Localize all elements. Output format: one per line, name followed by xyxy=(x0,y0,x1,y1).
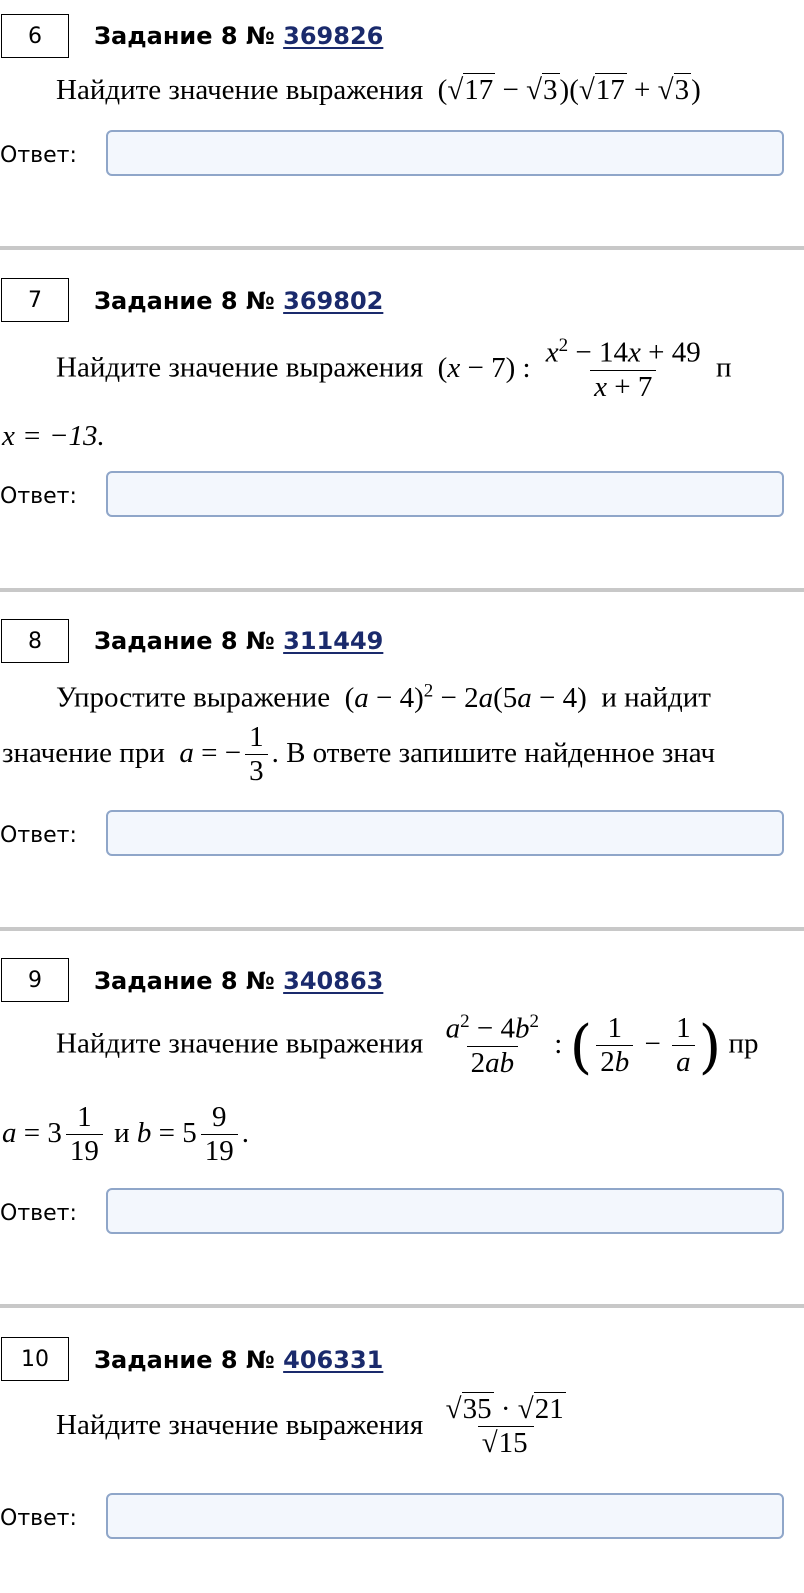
task-header-label: Задание 8 № xyxy=(94,1346,284,1374)
answer-input[interactable] xyxy=(106,1188,784,1234)
task-number-box: 8 xyxy=(1,619,69,663)
task-statement xyxy=(56,1394,574,1460)
task-id-link[interactable]: 340863 xyxy=(283,967,384,995)
expression: $\frac{√35 \cdot √21}{√15}$ xyxy=(445,1393,564,1459)
answer-label: Ответ: xyxy=(0,484,77,509)
task-header-label: Задание 8 № xyxy=(94,22,284,50)
answer-label: Ответ: xyxy=(0,823,77,848)
task-id-link[interactable]: 369826 xyxy=(283,22,384,50)
expression: (x − 7) : $\frac{x^2 - 14x + 49}{x + 7}$ xyxy=(430,335,701,403)
statement-tail: и найдит xyxy=(601,681,711,714)
answer-input[interactable] xyxy=(106,130,784,176)
answer-input[interactable] xyxy=(106,1493,784,1539)
task-header xyxy=(94,287,383,315)
task-number-box: 10 xyxy=(1,1337,69,1381)
task-statement xyxy=(56,336,732,404)
task-header xyxy=(94,22,383,50)
separator xyxy=(0,588,804,592)
answer-input[interactable] xyxy=(106,471,784,517)
task-number-box: 9 xyxy=(1,958,69,1002)
statement-text: Упростите выражение xyxy=(56,681,331,714)
answer-label: Ответ: xyxy=(0,1201,77,1226)
statement-text: Найдите значение выражения xyxy=(56,351,424,384)
expression: $(a - 4)^2 - 2a(5a - 4)$ xyxy=(337,680,595,714)
statement-line2 xyxy=(2,722,715,788)
statement-tail: . В ответе запишите найденное знач xyxy=(271,736,716,769)
expression: (√17 − √3)(√17 + √3) xyxy=(430,74,701,106)
task-header xyxy=(94,967,383,995)
separator xyxy=(0,246,804,250)
statement-and: и xyxy=(114,1116,130,1149)
task-header xyxy=(94,1346,383,1374)
separator xyxy=(0,1304,804,1308)
task-id-link[interactable]: 406331 xyxy=(283,1346,384,1374)
statement-line2: x = −13. xyxy=(2,420,105,452)
statement-text: значение при xyxy=(2,736,165,769)
statement-tail: пр xyxy=(728,1027,759,1060)
expression: a = − $\frac{1}{3}$ xyxy=(172,737,271,769)
statement-line2 xyxy=(2,1102,249,1168)
answer-label: Ответ: xyxy=(0,1506,77,1531)
answer-input[interactable] xyxy=(106,810,784,856)
statement-text: Найдите значение выражения xyxy=(56,1027,424,1060)
task-statement xyxy=(56,1012,759,1080)
statement-text: Найдите значение выражения xyxy=(56,74,424,106)
task-number-box: 7 xyxy=(1,278,69,322)
expression: a = 3 $\frac{1}{19}$ xyxy=(2,1117,107,1149)
statement-text: Найдите значение выражения xyxy=(56,1408,424,1441)
separator xyxy=(0,927,804,931)
task-id-link[interactable]: 311449 xyxy=(283,627,384,655)
task-header-label: Задание 8 № xyxy=(94,967,284,995)
task-statement xyxy=(56,74,701,107)
task-statement xyxy=(56,680,711,715)
task-number-box: 6 xyxy=(1,14,69,58)
expression: $\frac{a^2 - 4b^2}{2ab}$ : ( $\frac{1}{2b}$ − $\frac{1}{a}$ ) xyxy=(445,1011,722,1080)
answer-label: Ответ: xyxy=(0,143,77,168)
task-header xyxy=(94,627,383,655)
expression: b = 5 $\frac{9}{19}$ . xyxy=(136,1101,249,1167)
task-header-label: Задание 8 № xyxy=(94,287,284,315)
task-header-label: Задание 8 № xyxy=(94,627,284,655)
statement-tail: п xyxy=(716,351,732,384)
task-id-link[interactable]: 369802 xyxy=(283,287,384,315)
